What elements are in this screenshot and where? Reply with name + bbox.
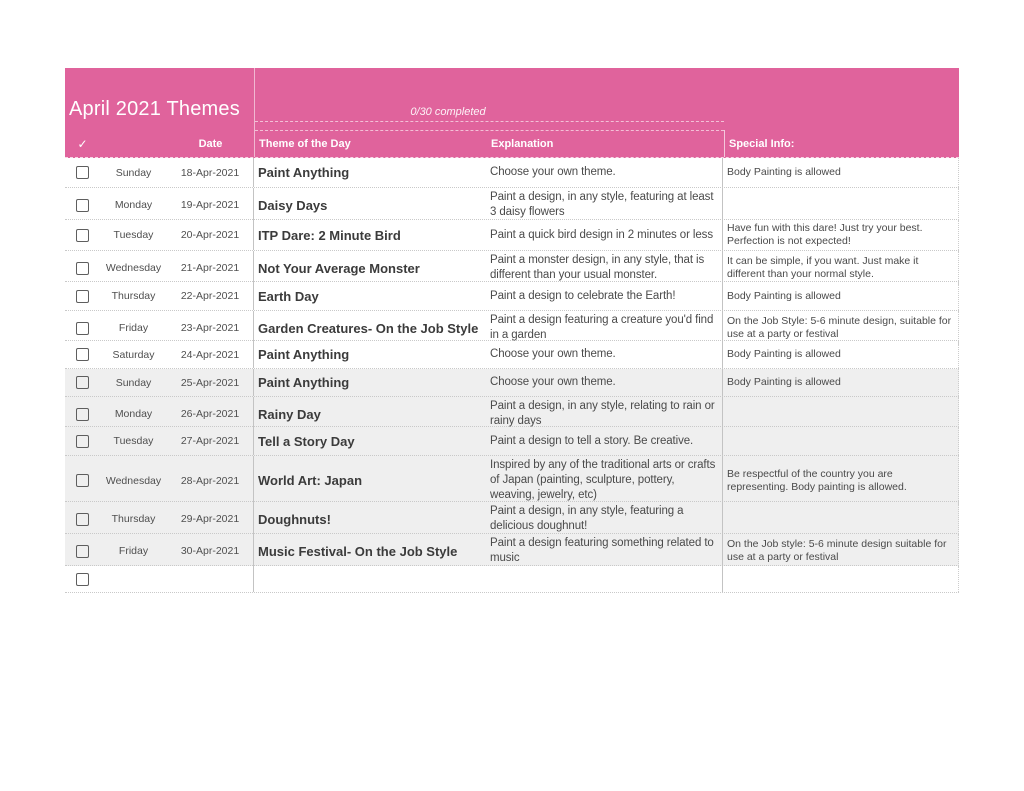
table-row [65, 158, 959, 188]
date-cell: 30-Apr-2021 [167, 534, 254, 568]
explanation-cell: Choose your own theme. [483, 158, 723, 187]
table-row [65, 188, 959, 220]
table-row [65, 311, 959, 341]
check-cell [65, 369, 100, 396]
column-header-special-info: Special Info: [724, 130, 960, 157]
date-cell: 18-Apr-2021 [167, 158, 254, 187]
header-right-area [254, 68, 959, 157]
row-checkbox[interactable] [76, 262, 89, 275]
row-checkbox[interactable] [76, 199, 89, 212]
sheet-title: April 2021 Themes [69, 98, 240, 120]
special-info-cell: Body Painting is allowed [723, 369, 959, 396]
special-info-cell: Have fun with this dare! Just try your best. Perfection is not expected! [723, 220, 959, 250]
table-row [65, 502, 959, 534]
april-themes-sheet [65, 68, 959, 593]
column-header-date: Date [198, 137, 223, 150]
row-checkbox[interactable] [76, 376, 89, 389]
theme-cell: Rainy Day [258, 406, 321, 422]
row-checkbox[interactable] [76, 435, 89, 448]
theme-cell: Paint Anything [258, 347, 350, 362]
special-info-cell: Body Painting is allowed [723, 341, 959, 368]
row-checkbox[interactable] [76, 408, 89, 421]
row-checkbox[interactable] [76, 348, 89, 361]
special-info-cell: On the Job Style: 5-6 minute design, suitable for use at a party or festival [723, 311, 959, 345]
table-row [65, 341, 959, 369]
check-cell [65, 397, 100, 431]
explanation-cell: Paint a design, in any style, relating to rain or rainy days [483, 397, 723, 431]
day-cell: Monday [114, 199, 153, 211]
check-cell [65, 311, 100, 345]
day-cell: Friday [118, 322, 149, 334]
table-row [65, 427, 959, 456]
special-info-cell: Body Painting is allowed [723, 282, 959, 310]
date-cell: 26-Apr-2021 [167, 397, 254, 431]
table-row [65, 220, 959, 251]
column-headers-right [255, 130, 959, 157]
theme-cell: Paint Anything [258, 375, 350, 390]
day-cell: Wednesday [105, 262, 162, 274]
date-cell: 19-Apr-2021 [167, 188, 254, 222]
day-cell: Sunday [115, 166, 152, 179]
special-info-cell [723, 397, 959, 431]
row-checkbox[interactable] [76, 166, 89, 179]
row-checkbox[interactable] [76, 229, 89, 242]
special-info-cell [723, 502, 959, 536]
row-checkbox[interactable] [76, 513, 89, 526]
explanation-cell: Paint a quick bird design in 2 minutes or less [483, 220, 723, 250]
theme-cell: Tell a Story Day [258, 433, 355, 449]
sheet-header [65, 68, 959, 158]
check-cell [65, 251, 100, 285]
check-cell [65, 427, 100, 455]
table-row [65, 369, 959, 397]
day-cell: Sunday [115, 376, 152, 389]
special-info-cell [723, 566, 959, 592]
table-row [65, 566, 959, 593]
explanation-cell: Paint a design, in any style, featuring at least 3 daisy flowers [483, 188, 723, 222]
row-checkbox[interactable] [76, 573, 89, 586]
theme-cell: Garden Creatures- On the Job Style [258, 320, 479, 336]
explanation-cell: Inspired by any of the traditional arts or crafts of Japan (painting, sculpture, pottery, weaving, jewelry, etc) [483, 456, 723, 505]
check-cell [65, 158, 100, 187]
day-cell: Friday [118, 545, 149, 557]
date-cell: 21-Apr-2021 [167, 251, 254, 285]
explanation-cell: Paint a design featuring a creature you'd find in a garden [483, 311, 723, 345]
theme-cell: Not Your Average Monster [258, 260, 420, 276]
progress-label: 0/30 completed [410, 106, 486, 118]
date-cell [167, 566, 254, 592]
explanation-cell [483, 566, 723, 592]
theme-cell: Earth Day [258, 288, 319, 304]
special-info-cell [723, 188, 959, 222]
table-row [65, 456, 959, 502]
table-row [65, 251, 959, 282]
table-row [65, 534, 959, 566]
theme-cell: World Art: Japan [258, 473, 363, 488]
date-cell: 23-Apr-2021 [167, 311, 254, 345]
header-title-area [65, 68, 254, 157]
column-header-check checkmark-icon: ✓ [77, 136, 88, 151]
row-checkbox[interactable] [76, 322, 89, 335]
day-cell: Thursday [111, 513, 156, 525]
day-cell: Wednesday [105, 474, 162, 487]
explanation-cell: Paint a design featuring something related to music [483, 534, 723, 568]
table-row [65, 282, 959, 311]
explanation-cell: Paint a monster design, in any style, that is different than your usual monster. [483, 251, 723, 285]
date-cell: 22-Apr-2021 [167, 282, 254, 310]
header-dashed-divider [255, 121, 724, 122]
date-cell: 25-Apr-2021 [167, 369, 254, 396]
check-cell [65, 534, 100, 568]
special-info-cell: It can be simple, if you want. Just make it different than your normal style. [723, 251, 959, 285]
table-body [65, 158, 959, 593]
check-cell [65, 566, 100, 592]
date-cell: 20-Apr-2021 [167, 220, 254, 250]
check-cell [65, 341, 100, 368]
explanation-cell: Paint a design to celebrate the Earth! [483, 282, 723, 310]
column-header-explanation: Explanation [491, 137, 554, 150]
theme-cell [254, 566, 483, 592]
day-cell: Saturday [112, 348, 155, 361]
special-info-cell: Be respectful of the country you are representing. Body painting is allowed. [723, 456, 959, 505]
theme-cell: Music Festival- On the Job Style [258, 543, 458, 559]
special-info-cell [723, 427, 959, 455]
day-cell: Tuesday [113, 435, 154, 447]
explanation-cell: Paint a design, in any style, featuring a delicious doughnut! [483, 502, 723, 536]
day-cell: Tuesday [113, 229, 154, 241]
check-cell [65, 220, 100, 250]
date-cell: 29-Apr-2021 [167, 502, 254, 536]
row-checkbox[interactable] [76, 545, 89, 558]
day-cell [100, 566, 167, 592]
table-row [65, 397, 959, 427]
check-cell [65, 188, 100, 222]
special-info-cell: Body Painting is allowed [723, 158, 959, 187]
day-cell: Monday [114, 408, 153, 420]
column-header-theme: Theme of the Day [259, 137, 351, 150]
column-headers-left [65, 130, 254, 157]
theme-cell: Paint Anything [258, 165, 350, 180]
date-cell: 27-Apr-2021 [167, 427, 254, 455]
theme-cell: Doughnuts! [258, 511, 331, 527]
special-info-cell: On the Job style: 5-6 minute design suitable for use at a party or festival [723, 534, 959, 568]
date-cell: 28-Apr-2021 [167, 456, 254, 505]
check-cell [65, 456, 100, 505]
check-cell [65, 502, 100, 536]
explanation-cell: Paint a design to tell a story. Be creative. [483, 427, 723, 455]
day-cell: Thursday [111, 290, 156, 302]
explanation-cell: Choose your own theme. [483, 341, 723, 368]
check-cell [65, 282, 100, 310]
theme-cell: ITP Dare: 2 Minute Bird [258, 227, 401, 243]
row-checkbox[interactable] [76, 474, 89, 487]
date-cell: 24-Apr-2021 [167, 341, 254, 368]
theme-cell: Daisy Days [258, 197, 328, 213]
explanation-cell: Choose your own theme. [483, 369, 723, 396]
row-checkbox[interactable] [76, 290, 89, 303]
